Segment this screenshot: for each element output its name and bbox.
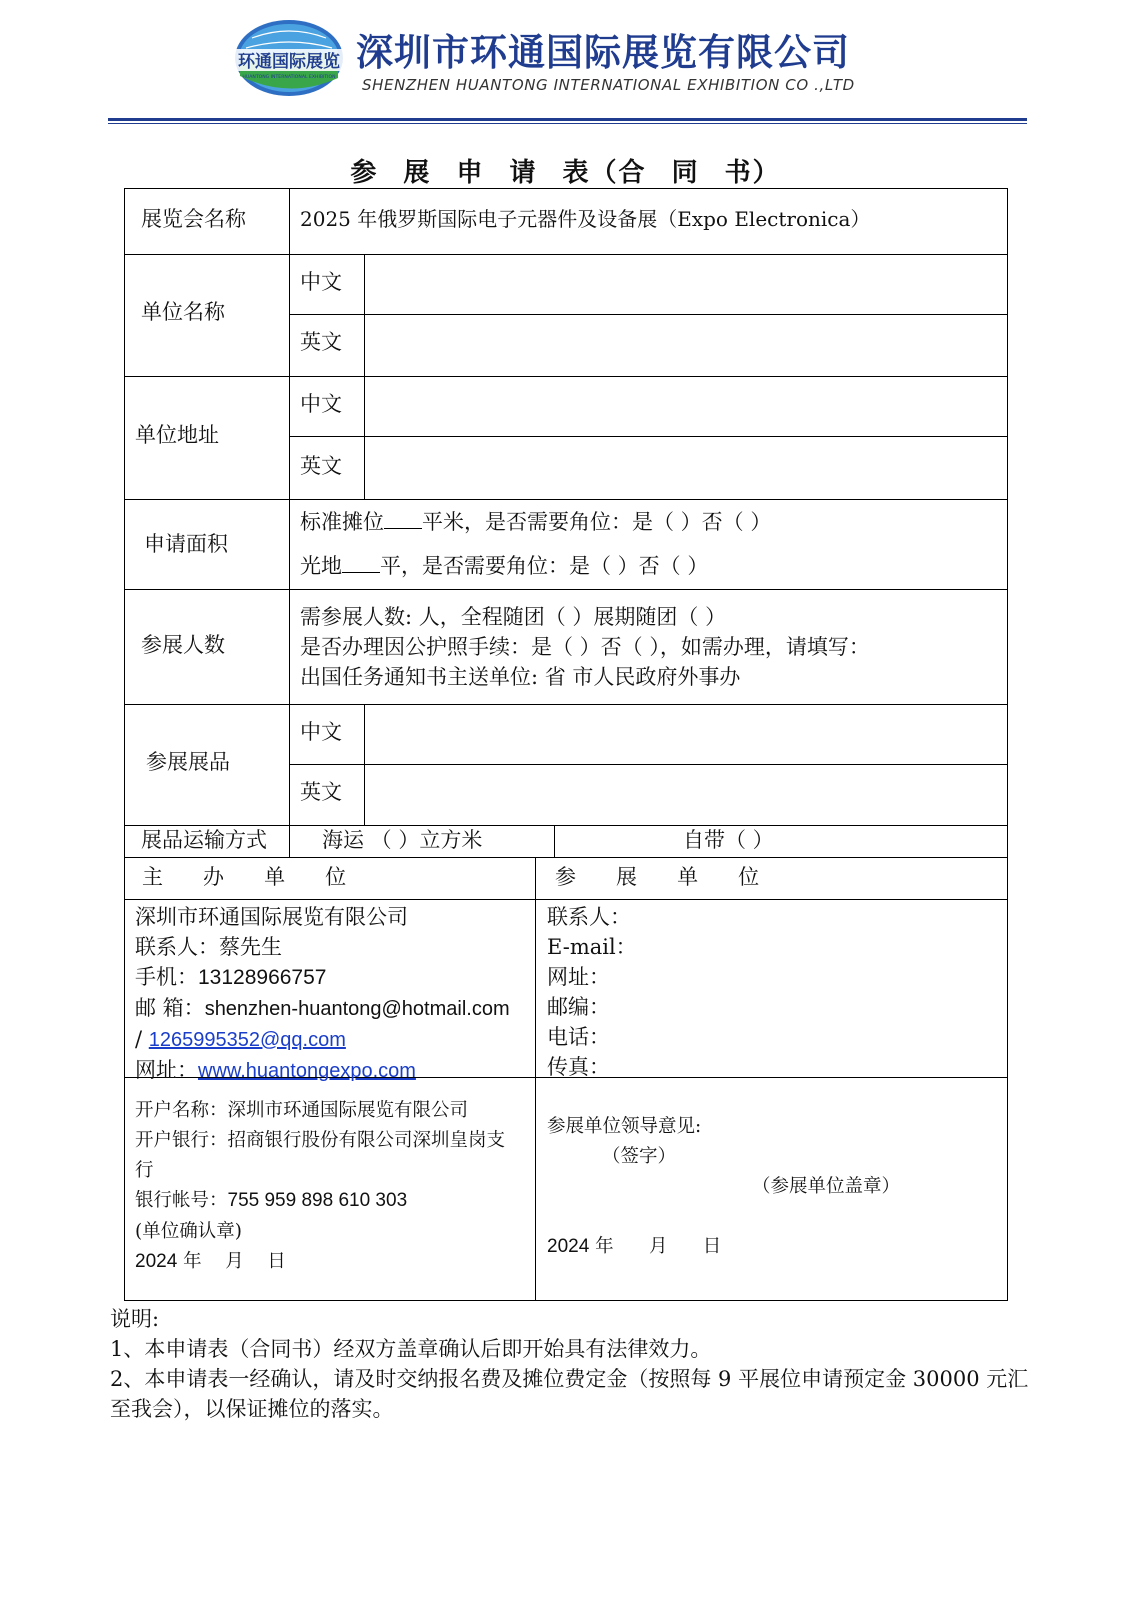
exhibits-cn-label: 中文 (300, 720, 342, 744)
people-details (300, 602, 870, 692)
exhibitor-email-field[interactable]: E-mail： (547, 935, 637, 959)
organizer-name: 深圳市环通国际展览有限公司 (135, 905, 408, 929)
exhibits-en-label: 英文 (300, 780, 342, 804)
organizer-contact: 联系人：蔡先生 (135, 935, 282, 959)
address-cn-label: 中文 (300, 392, 342, 416)
area-raw-suffix: 平，是否需要角位：是（ ）否（ ） (380, 554, 709, 578)
organizer-email2-link[interactable]: 1265995352@qq.com (148, 1029, 346, 1051)
area-standard-blank[interactable] (384, 511, 422, 529)
notes (110, 1304, 1030, 1424)
expo-name-label: 展览会名称 (141, 207, 246, 231)
area-standard-suffix: 平米，是否需要角位：是（ ）否（ ） (422, 510, 772, 534)
form-title: 参 展 申 请 表（合 同 书） (350, 158, 781, 188)
exhibits-label: 参展展品 (146, 750, 230, 774)
area-standard-prefix: 标准摊位 (300, 510, 384, 534)
header-rule-thin (108, 123, 1027, 124)
address-cn-field[interactable] (368, 379, 1004, 433)
exhibitor-phone-field[interactable]: 电话： (547, 1025, 610, 1049)
organizer-header: 主 办 单 位 (142, 865, 347, 889)
transport-label: 展品运输方式 (141, 828, 267, 852)
organizer-date: 2024 年 月 日 (135, 1250, 286, 1272)
exhibitor-postcode-field[interactable]: 邮编： (547, 995, 610, 1019)
bank-account-number: 银行帐号：755 959 898 610 303 (135, 1189, 408, 1211)
area-raw-blank[interactable] (342, 555, 380, 573)
exhibitor-info (547, 902, 637, 1082)
area-raw-prefix: 光地 (300, 554, 342, 578)
company-name-cn: 深圳市环通国际展览有限公司 (356, 31, 850, 74)
exhibitor-website-field[interactable]: 网址： (547, 965, 610, 989)
organizer-phone: 手机：13128966757 (135, 965, 327, 989)
organizer-info (135, 902, 510, 1086)
bank-name-cont: 行 (135, 1159, 154, 1181)
organizer-email: 邮 箱：shenzhen-huantong@hotmail.com (135, 996, 510, 1020)
company-name-en: SHENZHEN HUANTONG INTERNATIONAL EXHIBITION CO .,LTD (362, 76, 855, 94)
expo-name-value: 2025 年俄罗斯国际电子元器件及设备展（Expo Electronica） (300, 207, 871, 231)
exhibitor-opinion: 参展单位领导意见: (547, 1116, 702, 1137)
exhibitor-stamp[interactable]: （参展单位盖章） (752, 1176, 901, 1197)
exhibitor-date: 2024 年 月 日 (547, 1236, 722, 1257)
exhibitor-contact-field[interactable]: 联系人： (547, 905, 631, 929)
bank-account-name: 开户名称：深圳市环通国际展览有限公司 (135, 1100, 469, 1121)
company-name-cn-label: 中文 (300, 270, 342, 294)
exhibits-cn-field[interactable] (368, 707, 1004, 761)
notes-item-1: 1、本申请表（合同书）经双方盖章确认后即开始具有法律效力。 (110, 1337, 712, 1361)
transport-self: 自带（ ） (683, 828, 774, 852)
area-raw-space (300, 552, 708, 581)
exhibitor-header: 参 展 单 位 (555, 865, 760, 889)
svg-text:环通国际展览: 环通国际展览 (238, 52, 340, 72)
organizer-seal: (单位确认章) (135, 1220, 242, 1242)
transport-sea: 海运 （ ）立方米 (322, 828, 483, 852)
header-rule-thick (108, 118, 1027, 121)
bank-name: 开户银行：招商银行股份有限公司深圳皇岗支 (135, 1129, 506, 1151)
company-name-label: 单位名称 (141, 300, 225, 324)
exhibits-en-field[interactable] (368, 767, 1004, 822)
organizer-website-link[interactable]: www.huantongexpo.com (198, 1060, 416, 1082)
address-en-field[interactable] (368, 439, 1004, 496)
exhibitor-sign[interactable]: （签字） (602, 1146, 677, 1167)
svg-text:HUANTONG INTERNATIONAL EXHIBIT: HUANTONG INTERNATIONAL EXHIBITION (242, 75, 336, 80)
company-name-en-label: 英文 (300, 330, 342, 354)
people-label: 参展人数 (141, 633, 225, 657)
address-en-label: 英文 (300, 454, 342, 478)
notes-title: 说明: (110, 1307, 160, 1331)
organizer-website: 网址：www.huantongexpo.com (135, 1058, 416, 1082)
company-name-cn-field[interactable] (368, 257, 1004, 311)
company-logo (232, 18, 346, 98)
bank-info (135, 1096, 505, 1277)
notes-item-2: 2、本申请表一经确认，请及时交纳报名费及摊位费定金（按照每 9 平展位申请预定金 30000 元汇至我会），以保证摊位的落实。 (110, 1367, 1029, 1421)
address-label: 单位地址 (135, 423, 219, 447)
people-line-passport: 是否办理因公护照手续：是（ ）否（ ），如需办理，请填写： (300, 635, 870, 659)
company-name-en-field[interactable] (368, 317, 1004, 373)
exhibitor-fax-field[interactable]: 传真： (547, 1055, 610, 1079)
area-label: 申请面积 (144, 532, 228, 556)
area-standard-booth (300, 508, 771, 537)
organizer-email2: / 1265995352@qq.com (135, 1027, 346, 1051)
people-line-notice: 出国任务通知书主送单位: 省 市人民政府外事办 (300, 665, 741, 689)
people-line-count: 需参展人数: 人，全程随团（ ）展期随团（ ） (300, 605, 727, 629)
